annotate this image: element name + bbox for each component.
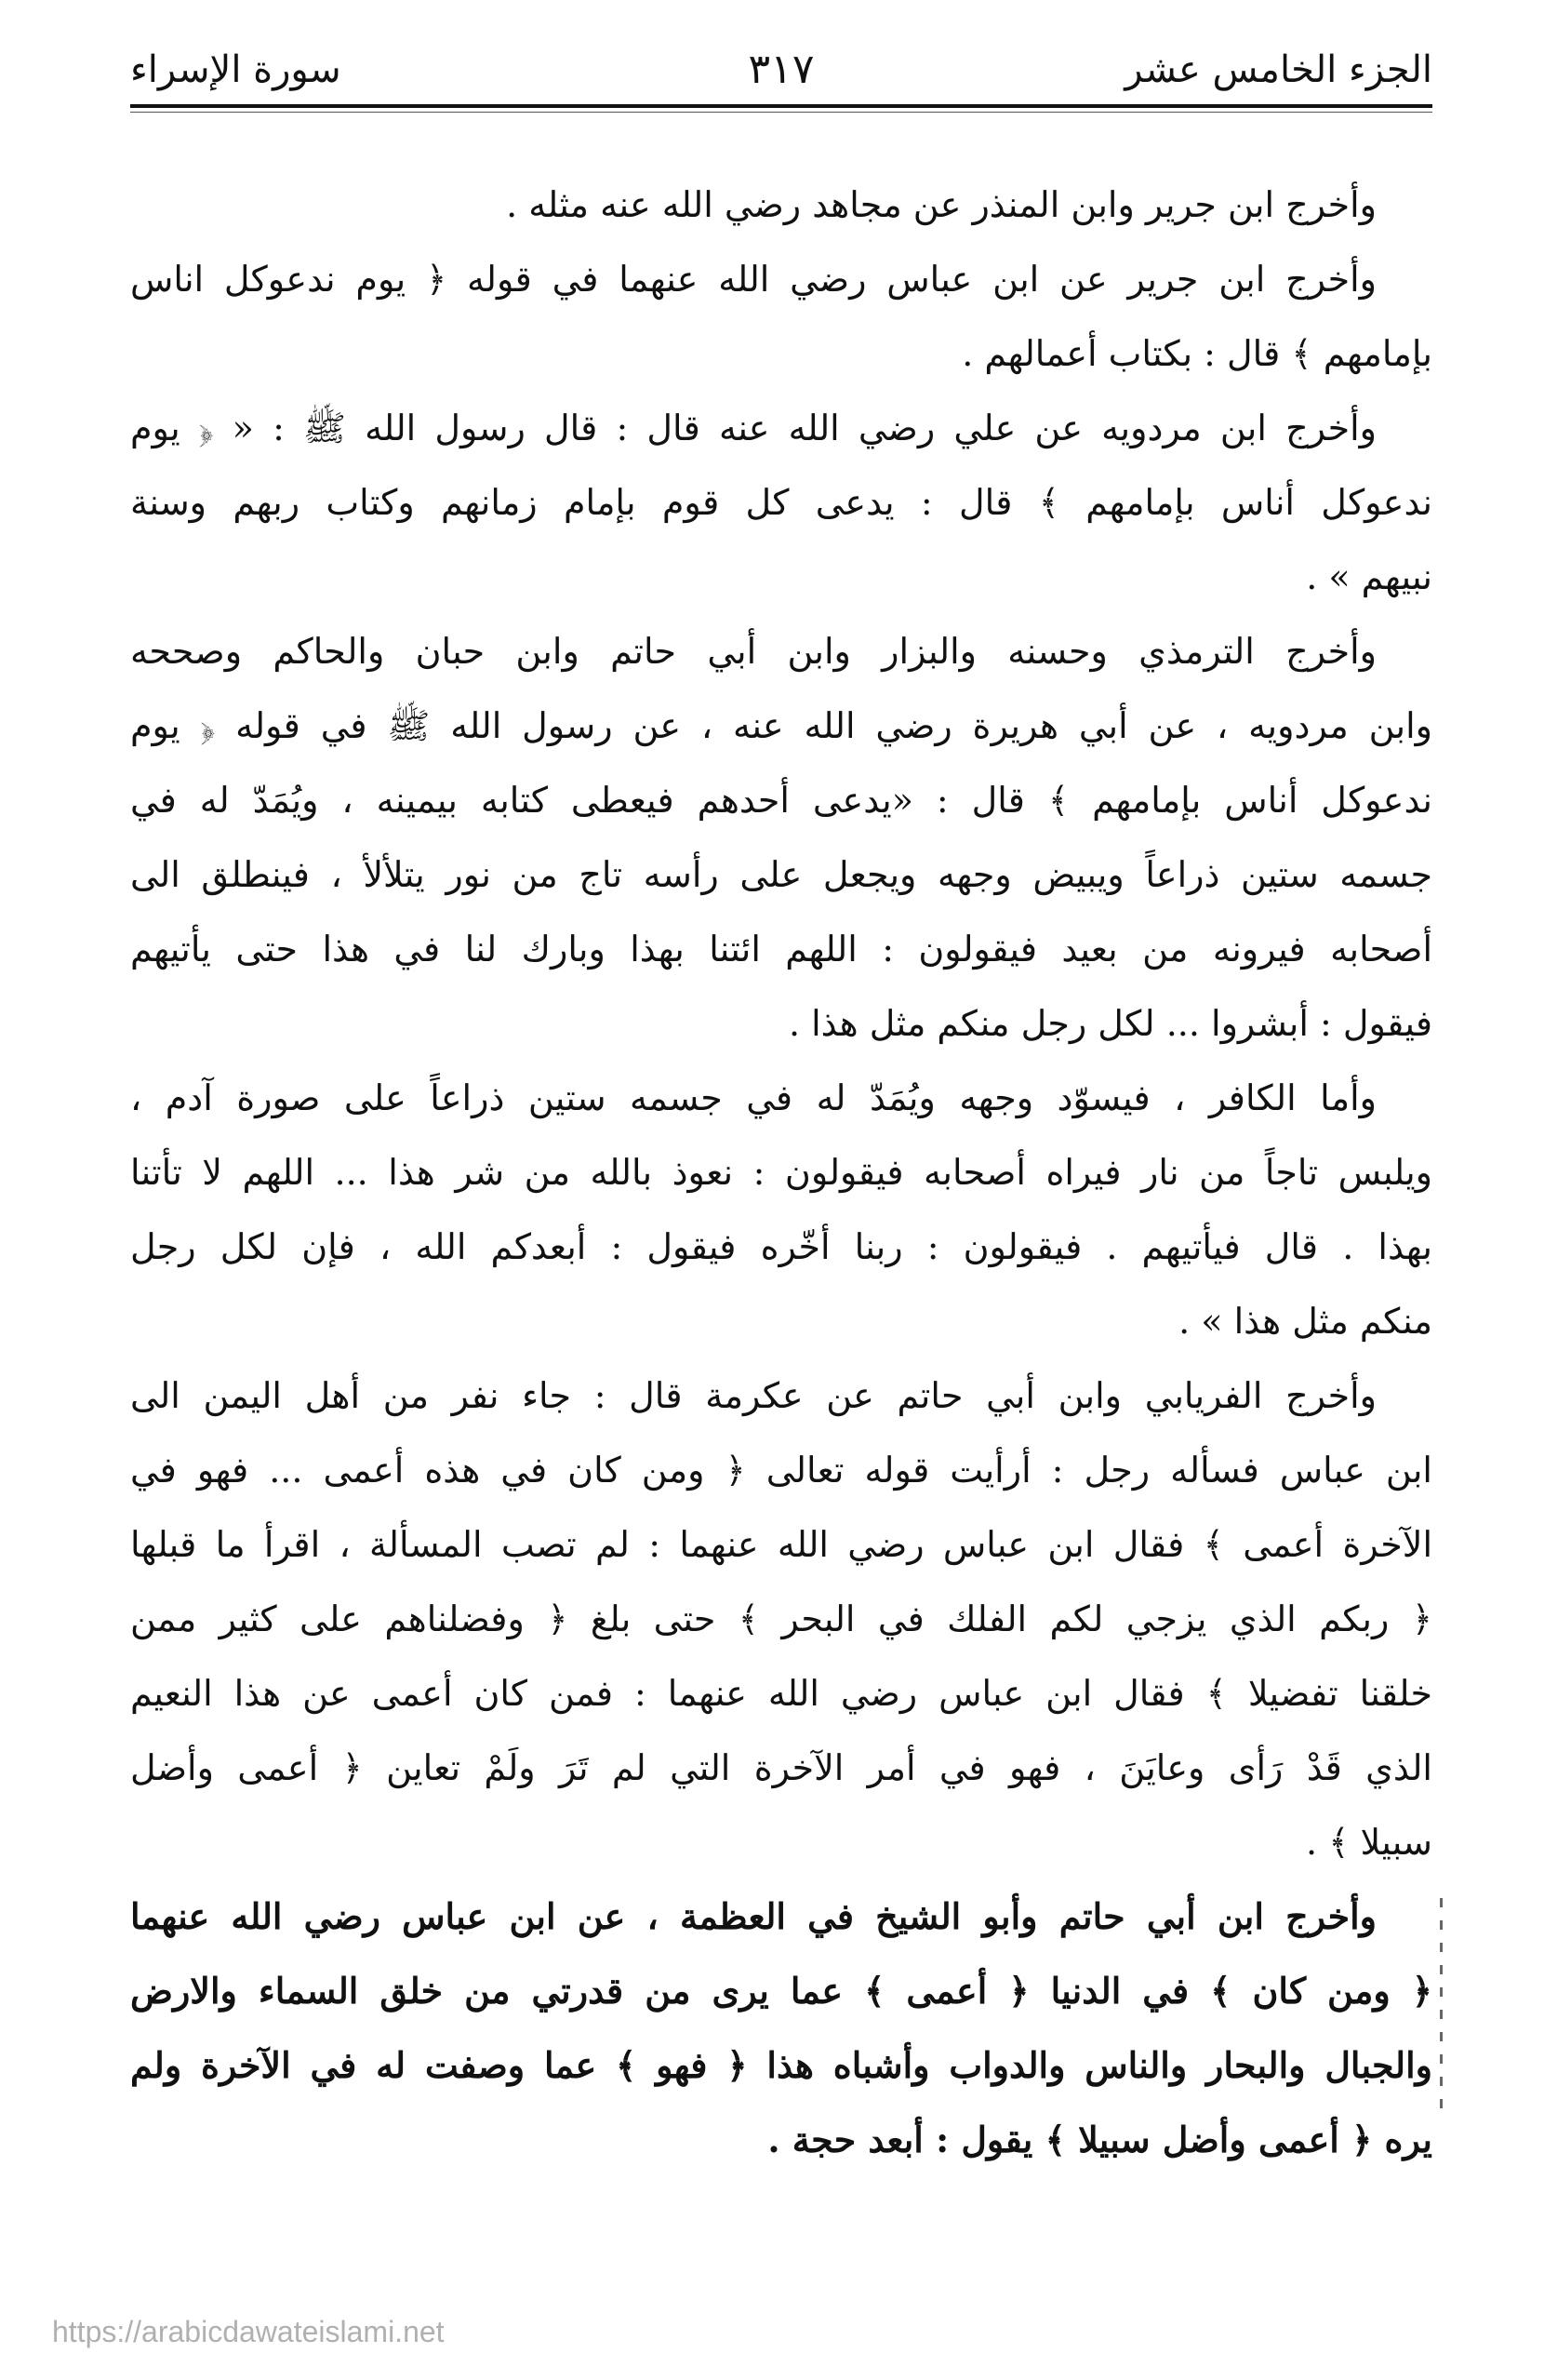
text-line: منكم مثل هذا » .	[1178, 1301, 1432, 1342]
text-line: ندعوكل أناس بإمامهم ﴾ قال : يدعى كل قوم بإمام زمانهم وكتاب ربهم وسنة	[130, 482, 1432, 523]
text-line: سبيلا ﴾ .	[1306, 1822, 1432, 1863]
paragraph	[130, 391, 1432, 614]
page-number: ٣١٧	[748, 46, 815, 93]
paragraph	[130, 167, 1432, 242]
text-line: وأخرج ابن جرير عن ابن عباس رضي الله عنهما في قوله ﴿ يوم ندعوكل اناس	[130, 259, 1377, 300]
paragraph	[130, 614, 1432, 1061]
text-line: وأخرج ابن مردويه عن علي رضي الله عنه قال : قال رسول الله ﷺ : « ﴿ يوم	[130, 408, 1377, 448]
header-divider-thin	[130, 112, 1432, 113]
paragraph	[130, 1879, 1432, 2177]
paragraph	[130, 242, 1432, 391]
header-divider	[130, 104, 1432, 108]
surah-title: سورة الإسراء	[130, 48, 341, 91]
watermark-url: https://arabicdawateislami.net	[52, 2315, 445, 2348]
page-header	[130, 37, 1432, 102]
text-line: بهذا . قال فيأتيهم . فيقولون : ربنا أخّره فيقول : أبعدكم الله ، فإن لكل رجل	[130, 1226, 1432, 1267]
text-line: فيقول : أبشروا ... لكل رجل منكم مثل هذا .	[788, 1003, 1432, 1044]
text-line: والجبال والبحار والناس والدواب وأشباه هذا ﴿ فهو ﴾ عما وصفت له في الآخرة ولم	[130, 2044, 1432, 2086]
text-line: ندعوكل أناس بإمامهم ﴾ قال : «يدعى أحدهم فيعطى كتابه بيمينه ، ويُمَدّ له في	[130, 780, 1432, 821]
text-line: ﴿ ربكم الذي يزجي لكم الفلك في البحر ﴾ حتى بلغ ﴿ وفضلناهم على كثير ممن	[130, 1598, 1432, 1639]
text-line: وأخرج ابن أبي حاتم وأبو الشيخ في العظمة ، عن ابن عباس رضي الله عنهما	[130, 1895, 1377, 1937]
paragraph	[130, 1061, 1432, 1358]
paragraph	[130, 1358, 1432, 1879]
text-line: وأما الكافر ، فيسوّد وجهه ويُمَدّ له في جسمه ستين ذراعاً على صورة آدم ،	[130, 1077, 1377, 1118]
text-line: الذي قَدْ رَأى وعايَنَ ، فهو في أمر الآخرة التي لم تَرَ ولَمْ تعاين ﴿ أعمى وأضل	[130, 1747, 1432, 1788]
text-line: جسمه ستين ذراعاً ويبيض وجهه ويجعل على رأسه تاج من نور يتلألأ ، فينطلق الى	[130, 854, 1432, 895]
text-line: وأخرج ابن جرير وابن المنذر عن مجاهد رضي الله عنه مثله .	[506, 184, 1377, 225]
text-line: نبيهم » .	[1306, 556, 1432, 597]
text-line: وأخرج الفريابي وابن أبي حاتم عن عكرمة قال : جاء نفر من أهل اليمن الى	[130, 1375, 1377, 1416]
page-body	[130, 167, 1432, 2177]
text-line: وأخرج الترمذي وحسنه والبزار وابن أبي حاتم وابن حبان والحاكم وصححه	[130, 631, 1377, 672]
text-line: أصحابه فيرونه من بعيد فيقولون : اللهم ائتنا بهذا وبارك لنا في هذا حتى يأتيهم	[130, 929, 1432, 969]
margin-scan-marks	[1440, 1898, 1445, 2140]
text-line: ويلبس تاجاً من نار فيراه أصحابه فيقولون : نعوذ بالله من شر هذا ... اللهم لا تأتنا	[130, 1152, 1432, 1193]
text-line: وابن مردويه ، عن أبي هريرة رضي الله عنه ، عن رسول الله ﷺ في قوله ﴿ يوم	[130, 705, 1432, 746]
text-line: بإمامهم ﴾ قال : بكتاب أعمالهم .	[962, 333, 1432, 374]
juz-title: الجزء الخامس عشر	[1125, 48, 1432, 91]
text-line: ابن عباس فسأله رجل : أرأيت قوله تعالى ﴿ ومن كان في هذه أعمى ... فهو في	[130, 1450, 1432, 1491]
text-line: خلقنا تفضيلا ﴾ فقال ابن عباس رضي الله عنهما : فمن كان أعمى عن هذا النعيم	[130, 1673, 1432, 1714]
text-line: ﴿ ومن كان ﴾ في الدنيا ﴿ أعمى ﴾ عما يرى من قدرتي من خلق السماء والارض	[130, 1970, 1432, 2012]
text-line: الآخرة أعمى ﴾ فقال ابن عباس رضي الله عنهما : لم تصب المسألة ، اقرأ ما قبلها	[130, 1524, 1432, 1565]
text-line: يره ﴿ أعمى وأضل سبيلا ﴾ يقول : أبعد حجة .	[767, 2119, 1432, 2160]
